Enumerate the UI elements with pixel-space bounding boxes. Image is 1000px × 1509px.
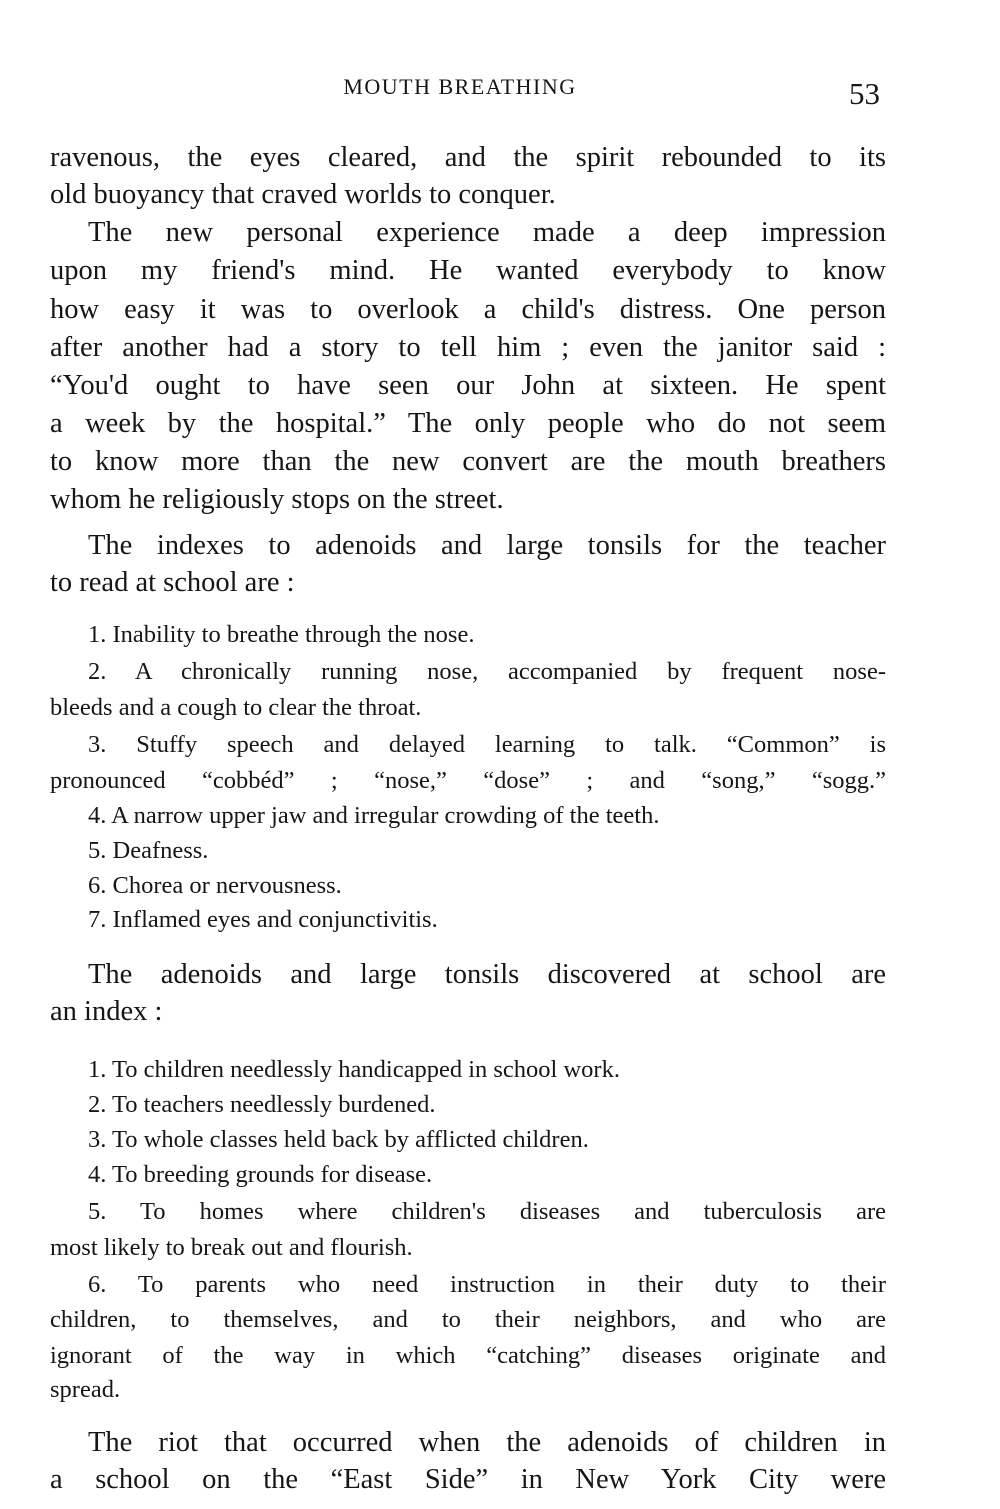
list-item-continued: spread. <box>50 1376 121 1403</box>
text-line: after another had a story to tell him ; even the janitor said : <box>50 332 886 363</box>
text-line: ravenous, the eyes cleared, and the spirit rebounded to its <box>50 142 886 173</box>
list-item: 2. A chronically running nose, accompanied by frequent nose- <box>88 658 886 685</box>
text-line: old buoyancy that craved worlds to conquer. <box>50 179 556 210</box>
text-line: The indexes to adenoids and large tonsils for the teacher <box>88 530 886 561</box>
list-item-continued: ignorant of the way in which “catching” diseases originate and <box>50 1342 886 1369</box>
page-number: 53 <box>849 76 880 111</box>
text-line: upon my friend's mind. He wanted everybody to know <box>50 255 886 286</box>
list-item-continued: pronounced “cobbéd” ; “nose,” “dose” ; and “song,” “sogg.” <box>50 767 886 794</box>
text-line: how easy it was to overlook a child's distress. One person <box>50 294 886 325</box>
list-item: 4. A narrow upper jaw and irregular crowding of the teeth. <box>88 802 660 829</box>
text-line: a week by the hospital.” The only people who do not seem <box>50 408 886 439</box>
text-line: to read at school are : <box>50 567 295 598</box>
text-line: a school on the “East Side” in New York City were <box>50 1464 886 1495</box>
list-item-continued: bleeds and a cough to clear the throat. <box>50 694 422 721</box>
list-item: 5. To homes where children's diseases and tuberculosis are <box>88 1198 886 1225</box>
list-item: 6. To parents who need instruction in their duty to their <box>88 1271 886 1298</box>
list-item: 1. To children needlessly handicapped in school work. <box>88 1056 620 1083</box>
text-line: an index : <box>50 996 163 1027</box>
text-line: whom he religiously stops on the street. <box>50 484 504 515</box>
list-item: 3. Stuffy speech and delayed learning to talk. “Common” is <box>88 731 886 758</box>
text-line: The new personal experience made a deep impression <box>88 217 886 248</box>
text-line: “You'd ought to have seen our John at sixteen. He spent <box>50 370 886 401</box>
list-item: 6. Chorea or nervousness. <box>88 872 342 899</box>
running-title: MOUTH BREATHING <box>343 74 577 99</box>
text-line: to know more than the new convert are the mouth breathers <box>50 446 886 477</box>
list-item: 1. Inability to breathe through the nose. <box>88 621 475 648</box>
list-item-continued: children, to themselves, and to their neighbors, and who are <box>50 1306 886 1333</box>
list-item-continued: most likely to break out and flourish. <box>50 1234 413 1261</box>
list-item: 4. To breeding grounds for disease. <box>88 1161 433 1188</box>
text-line: The riot that occurred when the adenoids of children in <box>88 1427 886 1458</box>
list-item: 5. Deafness. <box>88 837 209 864</box>
list-item: 2. To teachers needlessly burdened. <box>88 1091 436 1118</box>
list-item: 7. Inflamed eyes and conjunctivitis. <box>88 906 438 933</box>
list-item: 3. To whole classes held back by afflicted children. <box>88 1126 589 1153</box>
text-line: The adenoids and large tonsils discovered at school are <box>88 959 886 990</box>
